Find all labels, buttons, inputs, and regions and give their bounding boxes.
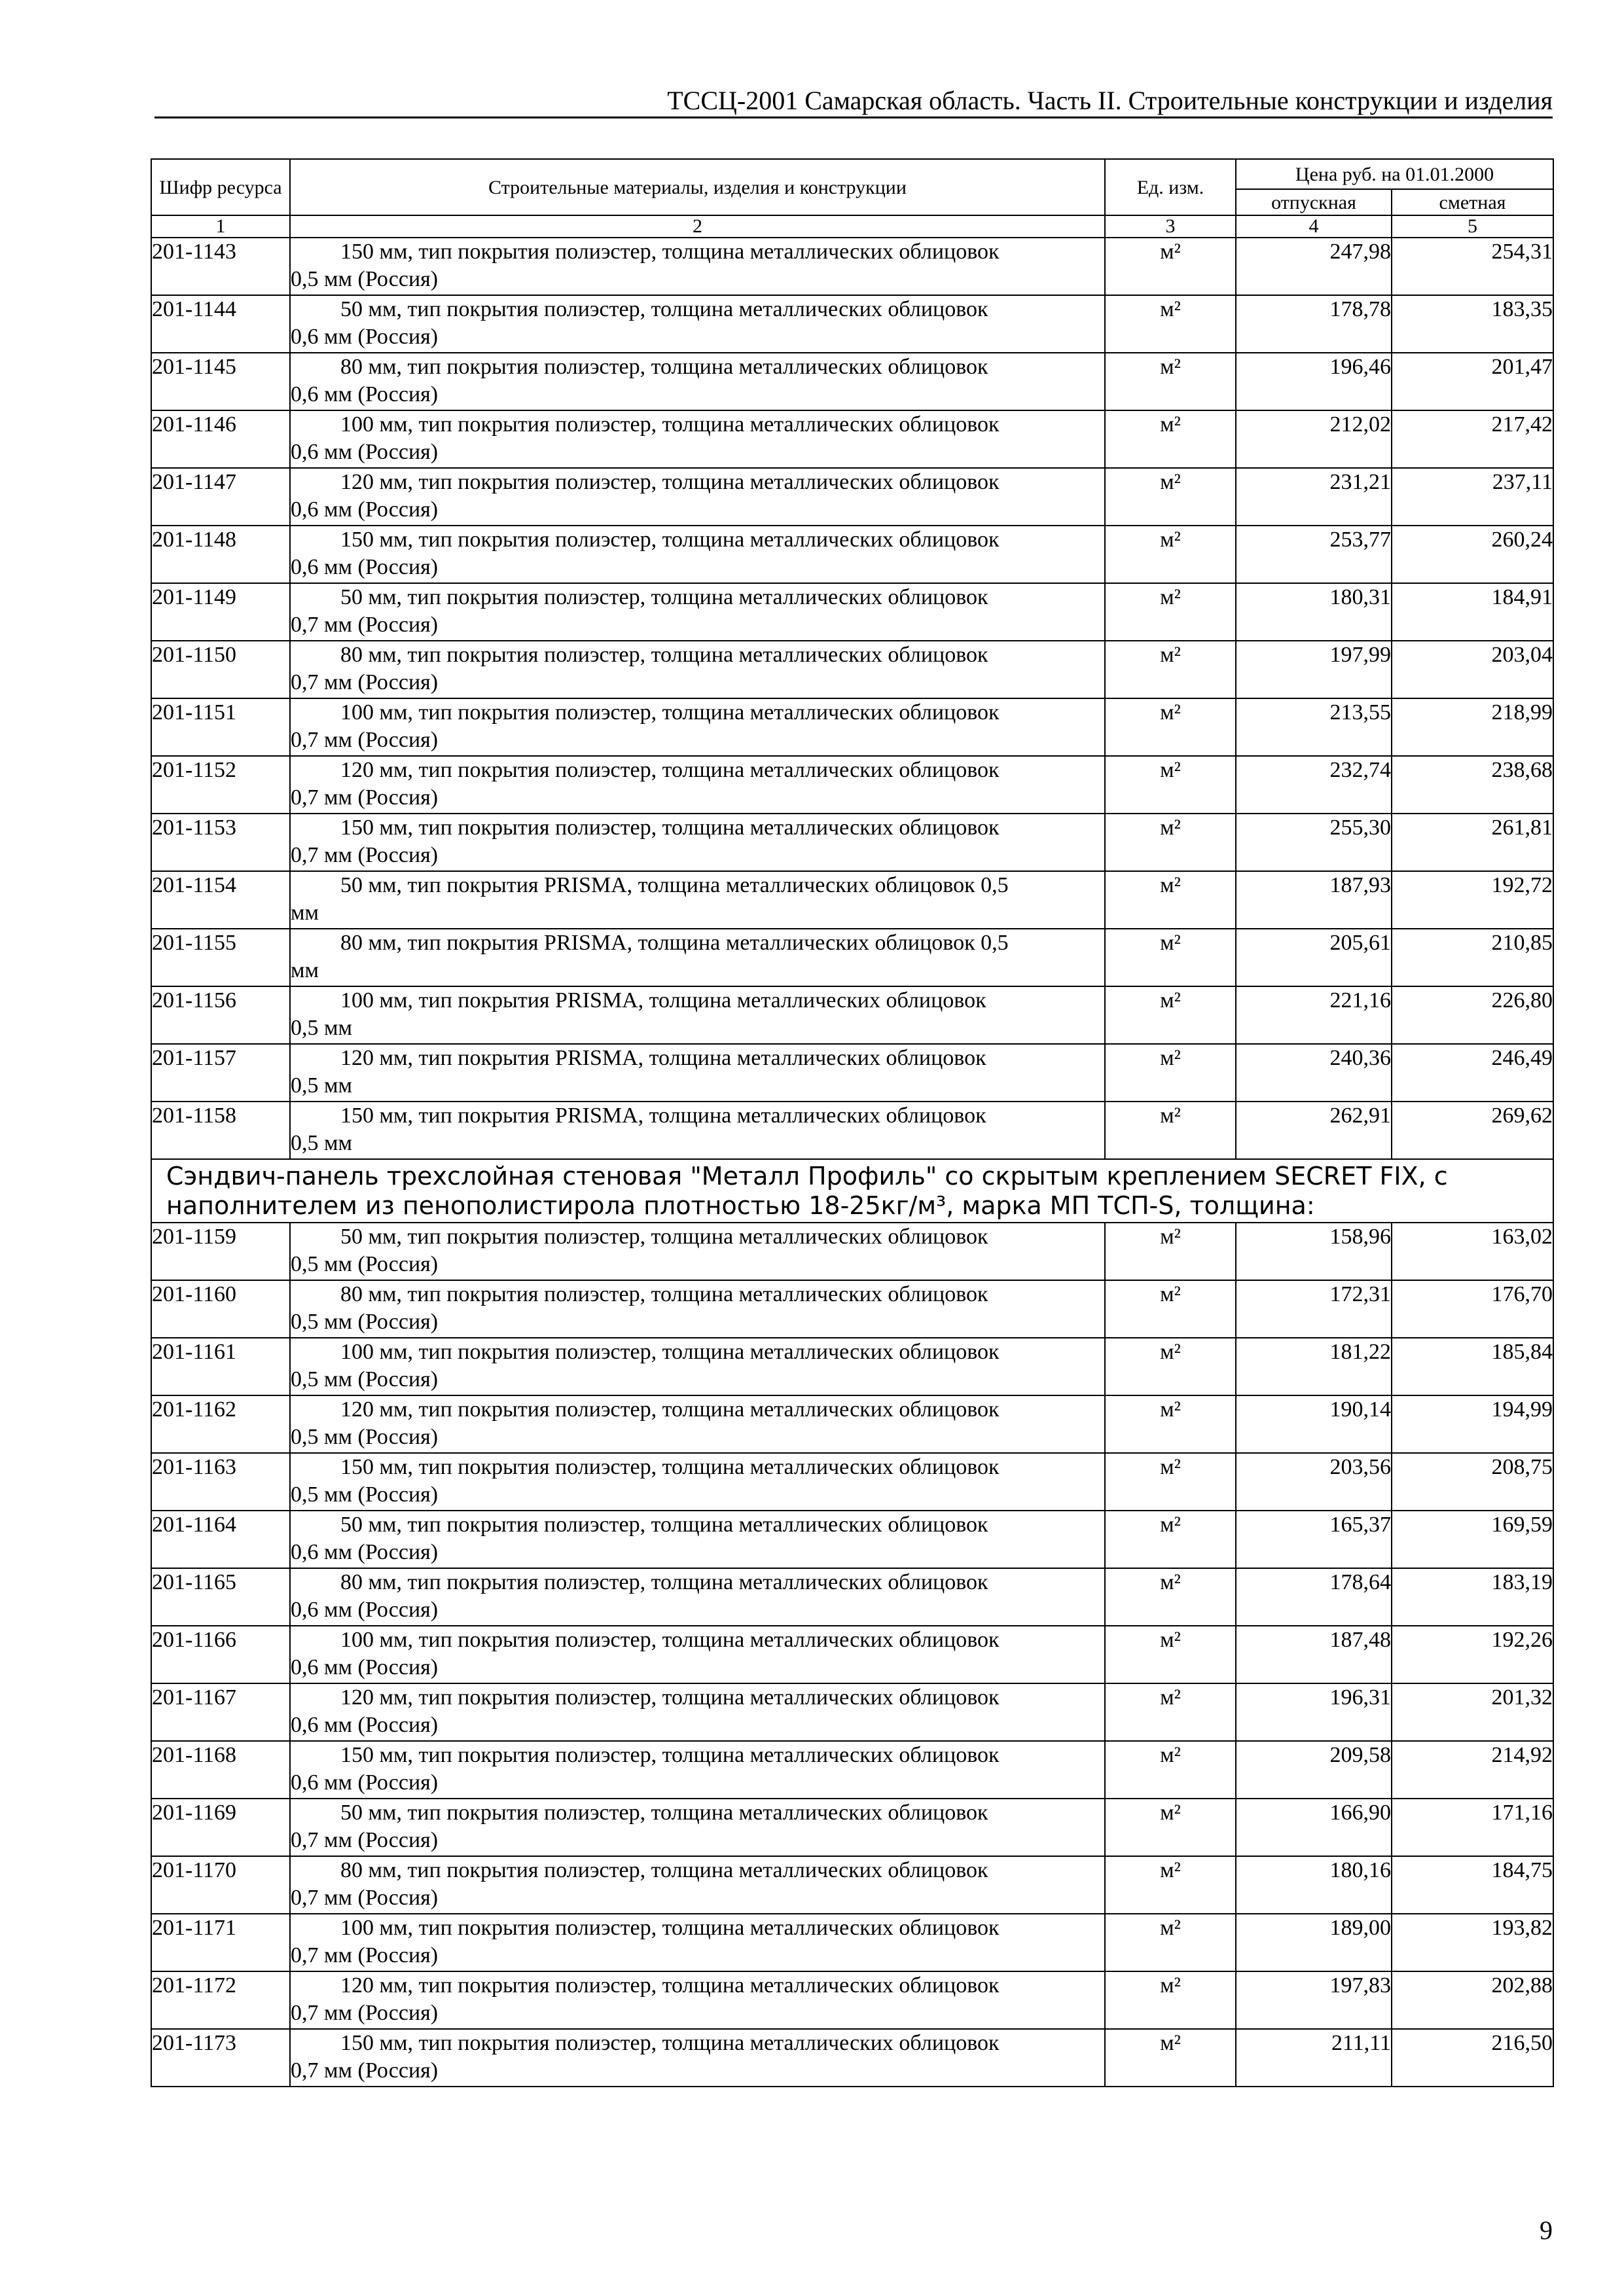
table-row [151,1856,1553,1914]
release-price: 205,61 [1236,929,1392,986]
estimate-price: 208,75 [1392,1453,1553,1511]
release-price: 197,83 [1236,1971,1392,2029]
material-description [290,1683,1105,1741]
table-row [151,698,1553,756]
resource-code: 201-1173 [151,2029,290,2087]
estimate-price: 203,04 [1392,641,1553,698]
release-price: 211,11 [1236,2029,1392,2087]
material-description [290,468,1105,526]
header-price-release: отпускная [1236,189,1392,215]
material-description [290,1856,1105,1914]
column-number: 1 [151,215,290,238]
estimate-price: 238,68 [1392,756,1553,814]
release-price: 232,74 [1236,756,1392,814]
estimate-price: 183,35 [1392,295,1553,353]
material-description [290,1799,1105,1856]
material-description [290,2029,1105,2087]
description-line-2: 0,5 мм [291,1073,353,1098]
release-price: 158,96 [1236,1223,1392,1280]
table-row [151,1971,1553,2029]
resource-code: 201-1147 [151,468,290,526]
header-unit: Ед. изм. [1105,159,1236,215]
estimate-price: 176,70 [1392,1280,1553,1338]
description-line-1: 80 мм, тип покрытия полиэстер, толщина металлических облицовок [340,1858,988,1882]
release-price: 255,30 [1236,814,1392,871]
material-description [290,1102,1105,1159]
resource-code: 201-1143 [151,238,290,295]
unit-cell: м² [1105,468,1236,526]
release-price: 231,21 [1236,468,1392,526]
material-description [290,986,1105,1044]
description-line-2: 0,5 мм [291,1131,353,1155]
material-description [290,1626,1105,1683]
estimate-price: 171,16 [1392,1799,1553,1856]
unit-cell: м² [1105,1453,1236,1511]
resource-code: 201-1162 [151,1395,290,1453]
release-price: 213,55 [1236,698,1392,756]
resource-code: 201-1157 [151,1044,290,1102]
description-line-1: 80 мм, тип покрытия полиэстер, толщина металлических облицовок [340,643,988,667]
description-line-2: мм [291,958,319,982]
description-line-1: 150 мм, тип покрытия полиэстер, толщина металлических облицовок [340,1743,1000,1767]
estimate-price: 214,92 [1392,1741,1553,1799]
description-line-2: 0,7 мм (Россия) [291,2001,439,2025]
description-line-2: 0,7 мм (Россия) [291,728,439,752]
material-description [290,410,1105,468]
resource-code: 201-1151 [151,698,290,756]
resource-code: 201-1161 [151,1338,290,1395]
description-line-2: 0,7 мм (Россия) [291,1943,439,1967]
header-code: Шифр ресурса [151,159,290,215]
estimate-price: 192,72 [1392,871,1553,929]
unit-cell: м² [1105,1395,1236,1453]
material-description [290,1568,1105,1626]
table-row [151,353,1553,410]
page-number: 9 [1540,2215,1553,2245]
unit-cell: м² [1105,1568,1236,1626]
header-rule [154,117,1553,118]
unit-cell: м² [1105,929,1236,986]
description-line-1: 100 мм, тип покрытия PRISMA, толщина металлических облицовок [340,988,986,1013]
estimate-price: 261,81 [1392,814,1553,871]
resource-code: 201-1158 [151,1102,290,1159]
resource-code: 201-1160 [151,1280,290,1338]
release-price: 190,14 [1236,1395,1392,1453]
description-line-1: 150 мм, тип покрытия полиэстер, толщина металлических облицовок [340,240,1000,264]
column-number: 4 [1236,215,1392,238]
section-heading-line1: Сэндвич-панель трехслойная стеновая "Металл Профиль" со скрытым креплением SECRET FIX, с [166,1162,1448,1191]
description-line-1: 50 мм, тип покрытия полиэстер, толщина металлических облицовок [340,1513,988,1537]
table-row [151,1223,1553,1280]
material-description [290,698,1105,756]
description-line-1: 80 мм, тип покрытия полиэстер, толщина металлических облицовок [340,1282,988,1306]
description-line-1: 50 мм, тип покрытия полиэстер, толщина металлических облицовок [340,1801,988,1825]
material-description [290,1395,1105,1453]
material-description [290,1338,1105,1395]
unit-cell: м² [1105,756,1236,814]
description-line-1: 50 мм, тип покрытия полиэстер, толщина металлических облицовок [340,1225,988,1249]
table-row [151,1395,1553,1453]
release-price: 209,58 [1236,1741,1392,1799]
unit-cell: м² [1105,698,1236,756]
table-row [151,1280,1553,1338]
material-description [290,583,1105,641]
release-price: 178,64 [1236,1568,1392,1626]
material-description [290,756,1105,814]
table-body-group-2 [151,1223,1553,2087]
description-line-2: 0,7 мм (Россия) [291,785,439,810]
description-line-1: 50 мм, тип покрытия PRISMA, толщина металлических облицовок 0,5 [340,873,1009,897]
material-description [290,1914,1105,1971]
release-price: 172,31 [1236,1280,1392,1338]
release-price: 180,31 [1236,583,1392,641]
table-row [151,756,1553,814]
section-heading [151,1159,1553,1223]
unit-cell: м² [1105,1338,1236,1395]
release-price: 196,46 [1236,353,1392,410]
release-price: 197,99 [1236,641,1392,698]
resource-code: 201-1166 [151,1626,290,1683]
resource-code: 201-1149 [151,583,290,641]
estimate-price: 218,99 [1392,698,1553,756]
release-price: 189,00 [1236,1914,1392,1971]
unit-cell: м² [1105,1626,1236,1683]
description-line-2: 0,7 мм (Россия) [291,1886,439,1910]
description-line-1: 150 мм, тип покрытия полиэстер, толщина металлических облицовок [340,2031,1000,2055]
description-line-1: 100 мм, тип покрытия полиэстер, толщина металлических облицовок [340,1916,1000,1940]
unit-cell: м² [1105,410,1236,468]
resource-code: 201-1155 [151,929,290,986]
unit-cell: м² [1105,1856,1236,1914]
resource-code: 201-1169 [151,1799,290,1856]
table-row [151,1799,1553,1856]
release-price: 165,37 [1236,1511,1392,1568]
description-line-1: 100 мм, тип покрытия полиэстер, толщина металлических облицовок [340,700,1000,725]
estimate-price: 216,50 [1392,2029,1553,2087]
material-description [290,641,1105,698]
table-row [151,2029,1553,2087]
estimate-price: 169,59 [1392,1511,1553,1568]
unit-cell: м² [1105,295,1236,353]
description-line-2: 0,6 мм (Россия) [291,555,439,579]
estimate-price: 184,75 [1392,1856,1553,1914]
material-description [290,814,1105,871]
table-header [151,159,1553,238]
release-price: 240,36 [1236,1044,1392,1102]
description-line-2: мм [291,901,319,925]
release-price: 181,22 [1236,1338,1392,1395]
table-row [151,641,1553,698]
estimate-price: 194,99 [1392,1395,1553,1453]
table-row [151,410,1553,468]
description-line-1: 50 мм, тип покрытия полиэстер, толщина металлических облицовок [340,297,988,321]
description-line-2: 0,5 мм [291,1016,353,1040]
table-row [151,295,1553,353]
estimate-price: 202,88 [1392,1971,1553,2029]
description-line-2: 0,6 мм (Россия) [291,1713,439,1737]
release-price: 253,77 [1236,526,1392,583]
estimate-price: 193,82 [1392,1914,1553,1971]
description-line-1: 80 мм, тип покрытия полиэстер, толщина металлических облицовок [340,1570,988,1594]
description-line-2: 0,6 мм (Россия) [291,382,439,406]
unit-cell: м² [1105,1511,1236,1568]
description-line-1: 120 мм, тип покрытия полиэстер, толщина металлических облицовок [340,1973,1000,1998]
unit-cell: м² [1105,1223,1236,1280]
estimate-price: 254,31 [1392,238,1553,295]
description-line-2: 0,5 мм (Россия) [291,1482,439,1507]
material-description [290,295,1105,353]
table-row [151,1914,1553,1971]
description-line-2: 0,5 мм (Россия) [291,1252,439,1276]
release-price: 262,91 [1236,1102,1392,1159]
estimate-price: 260,24 [1392,526,1553,583]
column-number: 2 [290,215,1105,238]
material-description [290,1741,1105,1799]
release-price: 221,16 [1236,986,1392,1044]
resource-code: 201-1144 [151,295,290,353]
resource-code: 201-1167 [151,1683,290,1741]
table-row [151,1741,1553,1799]
unit-cell: м² [1105,986,1236,1044]
table-row [151,1511,1553,1568]
description-line-2: 0,7 мм (Россия) [291,613,439,637]
description-line-1: 120 мм, тип покрытия полиэстер, толщина металлических облицовок [340,1685,1000,1710]
description-line-1: 100 мм, тип покрытия полиэстер, толщина металлических облицовок [340,1340,1000,1364]
resource-code: 201-1154 [151,871,290,929]
unit-cell: м² [1105,526,1236,583]
table-row [151,814,1553,871]
estimate-price: 269,62 [1392,1102,1553,1159]
estimate-price: 237,11 [1392,468,1553,526]
resource-code: 201-1146 [151,410,290,468]
material-description [290,1971,1105,2029]
estimate-price: 184,91 [1392,583,1553,641]
description-line-1: 120 мм, тип покрытия полиэстер, толщина металлических облицовок [340,1397,1000,1422]
header-price-group: Цена руб. на 01.01.2000 [1236,159,1553,189]
resource-code: 201-1150 [151,641,290,698]
material-description [290,1044,1105,1102]
description-line-2: 0,5 мм (Россия) [291,1425,439,1449]
description-line-1: 150 мм, тип покрытия PRISMA, толщина металлических облицовок [340,1103,986,1128]
estimate-price: 183,19 [1392,1568,1553,1626]
description-line-2: 0,7 мм (Россия) [291,670,439,694]
table-row [151,583,1553,641]
estimate-price: 185,84 [1392,1338,1553,1395]
estimate-price: 210,85 [1392,929,1553,986]
description-line-1: 150 мм, тип покрытия полиэстер, толщина металлических облицовок [340,816,1000,840]
resource-code: 201-1156 [151,986,290,1044]
release-price: 196,31 [1236,1683,1392,1741]
estimate-price: 201,32 [1392,1683,1553,1741]
unit-cell: м² [1105,1799,1236,1856]
table-row [151,1102,1553,1159]
table-row [151,1453,1553,1511]
resource-code: 201-1164 [151,1511,290,1568]
resource-code: 201-1165 [151,1568,290,1626]
description-line-1: 150 мм, тип покрытия полиэстер, толщина металлических облицовок [340,1455,1000,1479]
estimate-price: 163,02 [1392,1223,1553,1280]
description-line-1: 120 мм, тип покрытия полиэстер, толщина металлических облицовок [340,470,1000,494]
page-header-title: ТССЦ-2001 Самарская область. Часть II. Строительные конструкции и изделия [667,86,1553,115]
unit-cell: м² [1105,1914,1236,1971]
description-line-1: 100 мм, тип покрытия полиэстер, толщина металлических облицовок [340,412,1000,437]
description-line-2: 0,5 мм (Россия) [291,1310,439,1334]
table-row [151,1626,1553,1683]
header-price-estimate: сметная [1392,189,1553,215]
table-row [151,1683,1553,1741]
table-row [151,526,1553,583]
price-table [151,158,1554,2087]
resource-code: 201-1163 [151,1453,290,1511]
table-row [151,929,1553,986]
release-price: 178,78 [1236,295,1392,353]
description-line-1: 50 мм, тип покрытия полиэстер, толщина металлических облицовок [340,585,988,609]
estimate-price: 246,49 [1392,1044,1553,1102]
table-row [151,986,1553,1044]
resource-code: 201-1145 [151,353,290,410]
section-group [151,1159,1553,1223]
description-line-1: 80 мм, тип покрытия PRISMA, толщина металлических облицовок 0,5 [340,931,1009,955]
description-line-2: 0,6 мм (Россия) [291,325,439,349]
release-price: 187,93 [1236,871,1392,929]
material-description [290,871,1105,929]
section-heading-line2: наполнителем из пенополистирола плотностью 18-25кг/м³, марка МП ТСП-S, толщина: [166,1191,1315,1220]
unit-cell: м² [1105,1971,1236,2029]
unit-cell: м² [1105,814,1236,871]
material-description [290,1453,1105,1511]
release-price: 247,98 [1236,238,1392,295]
description-line-1: 120 мм, тип покрытия полиэстер, толщина металлических облицовок [340,758,1000,782]
unit-cell: м² [1105,2029,1236,2087]
description-line-2: 0,6 мм (Россия) [291,497,439,522]
description-line-1: 100 мм, тип покрытия полиэстер, толщина металлических облицовок [340,1628,1000,1652]
resource-code: 201-1159 [151,1223,290,1280]
material-description [290,353,1105,410]
description-line-2: 0,6 мм (Россия) [291,1598,439,1622]
unit-cell: м² [1105,1683,1236,1741]
description-line-2: 0,6 мм (Россия) [291,1770,439,1795]
table-row [151,1044,1553,1102]
resource-code: 201-1168 [151,1741,290,1799]
description-line-1: 150 мм, тип покрытия полиэстер, толщина металлических облицовок [340,528,1000,552]
release-price: 166,90 [1236,1799,1392,1856]
material-description [290,1280,1105,1338]
section-heading-row [151,1159,1553,1223]
unit-cell: м² [1105,871,1236,929]
column-number: 3 [1105,215,1236,238]
header-name: Строительные материалы, изделия и конструкции [290,159,1105,215]
resource-code: 201-1170 [151,1856,290,1914]
material-description [290,929,1105,986]
table-row [151,238,1553,295]
release-price: 187,48 [1236,1626,1392,1683]
resource-code: 201-1172 [151,1971,290,2029]
description-line-2: 0,5 мм (Россия) [291,267,439,291]
material-description [290,238,1105,295]
resource-code: 201-1171 [151,1914,290,1971]
release-price: 203,56 [1236,1453,1392,1511]
material-description [290,1223,1105,1280]
description-line-2: 0,5 мм (Россия) [291,1367,439,1391]
column-number: 5 [1392,215,1553,238]
resource-code: 201-1148 [151,526,290,583]
description-line-2: 0,6 мм (Россия) [291,1540,439,1564]
estimate-price: 217,42 [1392,410,1553,468]
unit-cell: м² [1105,1102,1236,1159]
unit-cell: м² [1105,583,1236,641]
material-description [290,526,1105,583]
description-line-2: 0,7 мм (Россия) [291,2058,439,2083]
table-row [151,1568,1553,1626]
description-line-1: 120 мм, тип покрытия PRISMA, толщина металлических облицовок [340,1046,986,1070]
release-price: 180,16 [1236,1856,1392,1914]
description-line-2: 0,7 мм (Россия) [291,1828,439,1852]
table-body-group-1 [151,238,1553,1159]
estimate-price: 192,26 [1392,1626,1553,1683]
resource-code: 201-1153 [151,814,290,871]
description-line-2: 0,6 мм (Россия) [291,1655,439,1679]
unit-cell: м² [1105,1280,1236,1338]
unit-cell: м² [1105,641,1236,698]
description-line-1: 80 мм, тип покрытия полиэстер, толщина металлических облицовок [340,355,988,379]
estimate-price: 201,47 [1392,353,1553,410]
description-line-2: 0,7 мм (Россия) [291,843,439,867]
table-row [151,871,1553,929]
material-description [290,1511,1105,1568]
table-row [151,468,1553,526]
unit-cell: м² [1105,1741,1236,1799]
table-row [151,1338,1553,1395]
description-line-2: 0,6 мм (Россия) [291,440,439,464]
resource-code: 201-1152 [151,756,290,814]
unit-cell: м² [1105,1044,1236,1102]
unit-cell: м² [1105,238,1236,295]
release-price: 212,02 [1236,410,1392,468]
estimate-price: 226,80 [1392,986,1553,1044]
unit-cell: м² [1105,353,1236,410]
